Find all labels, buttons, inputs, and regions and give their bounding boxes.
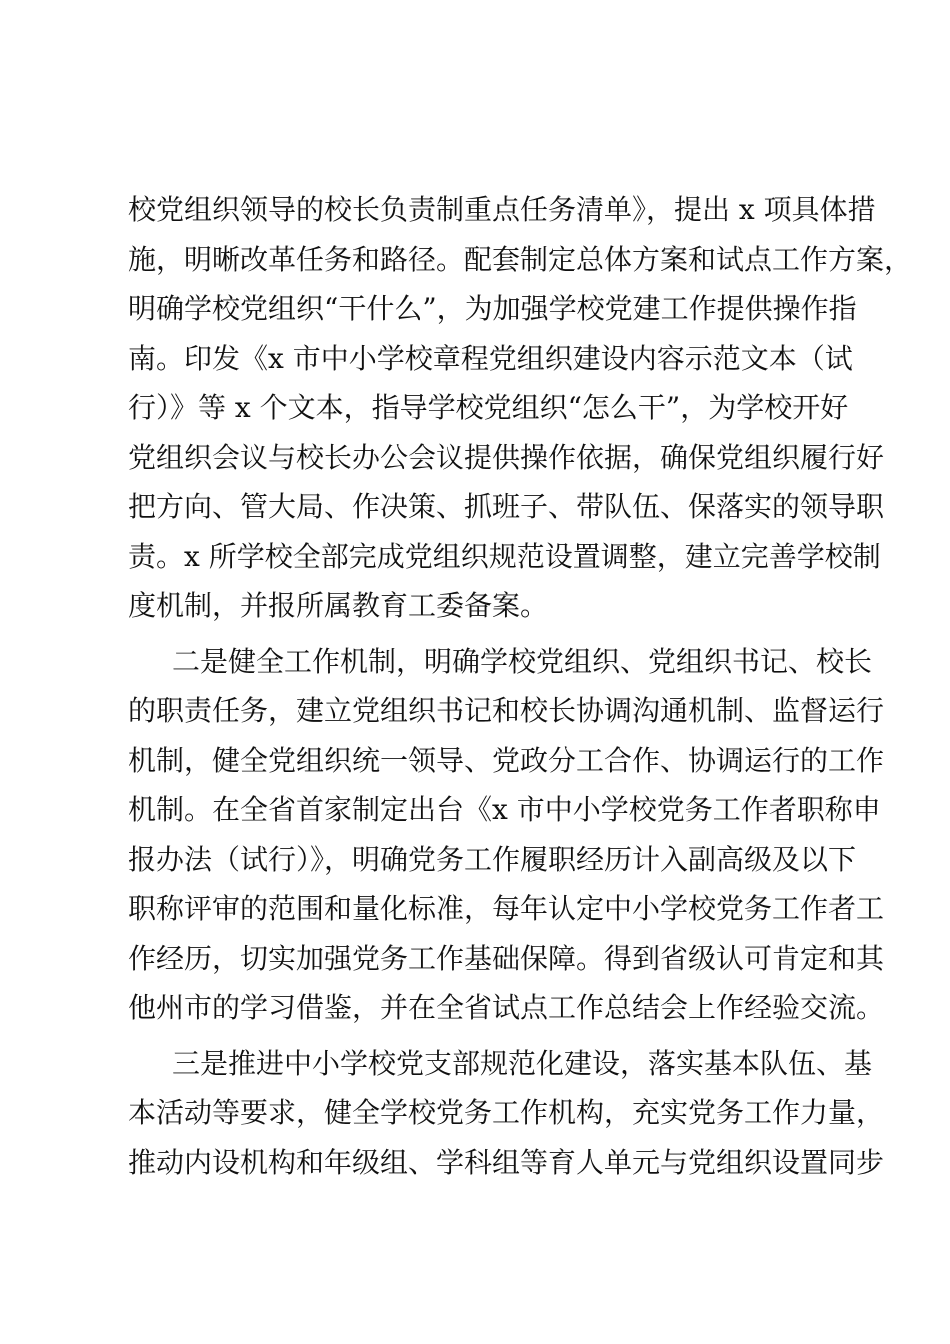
text-line: 行）》等 x 个文本，指导学校党组织“怎么干”，为学校开好 bbox=[128, 391, 849, 424]
text-line: 施，明晰改革任务和路径。配套制定总体方案和试点工作方案， bbox=[128, 242, 913, 276]
paragraph-1 bbox=[128, 185, 913, 631]
text-line: 他州市的学习借鉴，并在全省试点工作总结会上作经验交流。 bbox=[128, 991, 885, 1024]
text-line: 职称评审的范围和量化标准，每年认定中小学校党务工作者工 bbox=[128, 892, 885, 925]
text-line: 明确学校党组织“干什么”，为加强学校党建工作提供操作指 bbox=[128, 292, 857, 325]
paragraph-3 bbox=[128, 1039, 885, 1188]
text-line: 机制。在全省首家制定出台《x 市中小学校党务工作者职称申 bbox=[128, 793, 881, 826]
text-line: 责。x 所学校全部完成党组织规范设置调整，建立完善学校制 bbox=[128, 539, 881, 573]
text-line: 南。印发《x 市中小学校章程党组织建设内容示范文本（试 bbox=[128, 341, 853, 375]
text-line: 把方向、管大局、作决策、抓班子、带队伍、保落实的领导职 bbox=[128, 490, 885, 523]
text-line: 三是推进中小学校党支部规范化建设，落实基本队伍、基 bbox=[172, 1046, 873, 1080]
text-line: 作经历，切实加强党务工作基础保障。得到省级认可肯定和其 bbox=[128, 941, 885, 975]
text-line: 推动内设机构和年级组、学科组等育人单元与党组织设置同步 bbox=[128, 1145, 885, 1179]
text-line: 度机制，并报所属教育工委备案。 bbox=[128, 589, 549, 622]
text-line: 本活动等要求，健全学校党务工作机构，充实党务工作力量， bbox=[128, 1096, 885, 1129]
text-line: 校党组织领导的校长负责制重点任务清单》，提出 x 项具体措 bbox=[128, 193, 876, 226]
text-line: 机制，健全党组织统一领导、党政分工合作、协调运行的工作 bbox=[128, 743, 885, 777]
text-line: 党组织会议与校长办公会议提供操作依据，确保党组织履行好 bbox=[128, 440, 885, 474]
document-body bbox=[128, 185, 913, 1187]
text-line: 的职责任务，建立党组织书记和校长协调沟通机制、监督运行 bbox=[128, 694, 885, 727]
paragraph-2 bbox=[128, 637, 885, 1033]
text-line: 二是健全工作机制，明确学校党组织、党组织书记、校长 bbox=[172, 644, 873, 678]
text-line: 报办法（试行）》，明确党务工作履职经历计入副高级及以下 bbox=[128, 842, 857, 876]
